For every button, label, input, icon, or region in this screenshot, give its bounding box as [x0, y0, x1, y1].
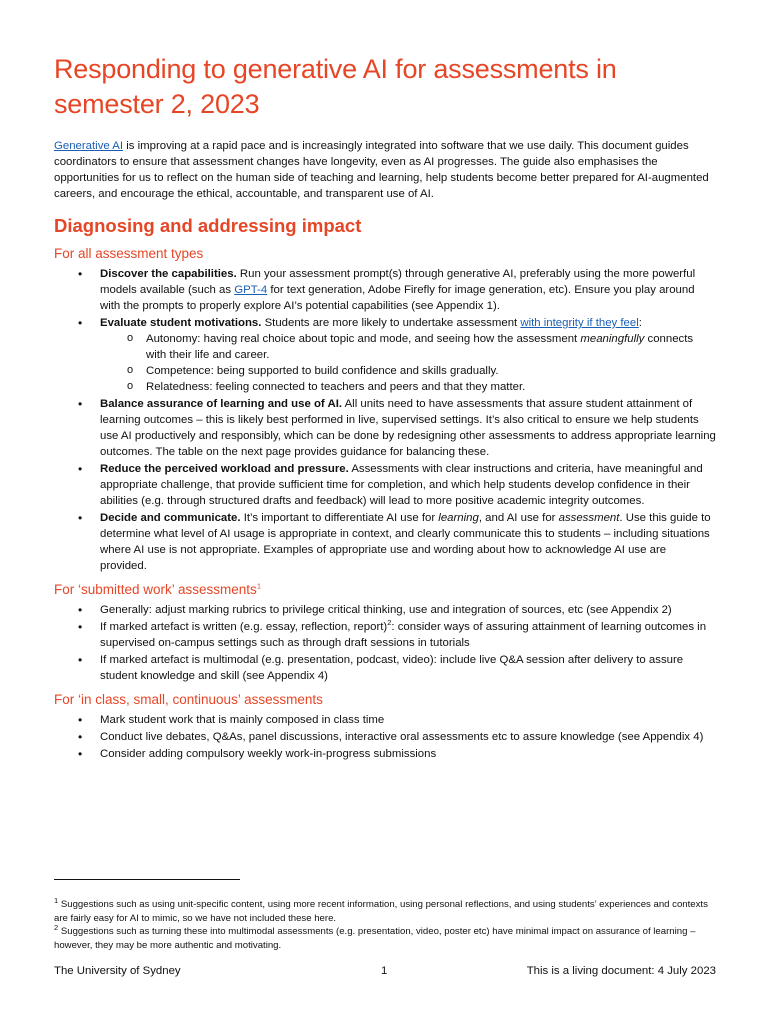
list-item-decide: [100, 510, 716, 574]
subheading-all-types: For all assessment types: [54, 246, 204, 261]
item-bold: Balance assurance of learning and use of AI.: [100, 398, 343, 410]
item-text: . Use this guide to determine what level of AI usage is appropriate in context, and clearly communicate this to students – including situations where AI use is not appropriate. Examples of appropriate use and wording about how to acknowledge AI use are provided.: [100, 512, 711, 572]
item-emphasis: assessment: [558, 512, 620, 524]
item-text: It’s important to differentiate AI use for: [240, 512, 439, 524]
sublist-item-relatedness: o Relatedness: feeling connected to teachers and peers and that they matter.: [146, 379, 716, 395]
footer-institution: The University of Sydney: [54, 965, 181, 977]
list-item: • Conduct live debates, Q&As, panel discussions, interactive oral assessments etc to assure knowledge (see Appendix 4): [100, 729, 716, 745]
section-heading: Diagnosing and addressing impact: [54, 215, 362, 236]
footer-date: This is a living document: 4 July 2023: [526, 965, 716, 977]
list-item: • Consider adding compulsory weekly work-in-progress submissions: [100, 746, 716, 762]
in-class-list: [54, 712, 716, 762]
list-item: [100, 619, 716, 651]
item-emphasis: meaningfully: [580, 333, 645, 345]
footnote-text: Suggestions such as using unit-specific content, using more recent information, using personal reflections, and using students’ experiences and contexts are fairly easy for AI to mimic, so we have not included these here.: [54, 899, 708, 924]
document-body: [54, 52, 716, 763]
sublist-item-competence: o Competence: being supported to build confidence and skills gradually.: [146, 363, 716, 379]
item-text: Assessments with clear instructions and criteria, have meaningful and appropriate challenge, that provide sufficient time for completion, and which help students develop confidence in their abilities (e.g. through structured drafts and feedback) will lead to more positive academic integrity outcomes.: [100, 463, 703, 507]
submitted-work-list: [54, 602, 716, 684]
footnote-text: Suggestions such as turning these into multimodal assessments (e.g. presentation, video, poster etc) have minimal impact on assurance of learning – however, they may be more authentic and motivating.: [54, 926, 696, 951]
item-text: : consider ways of assuring attainment of learning outcomes in supervised on-campus settings such as through draft sessions in tutorials: [100, 621, 707, 649]
footnote-ref[interactable]: 1: [256, 581, 261, 591]
list-item-balance: [100, 396, 716, 460]
list-item-discover: [100, 266, 716, 314]
intro-text: is improving at a rapid pace and is increasingly integrated into software that we use daily. This document guides coordinators to ensure that assessment changes have longevity, even as AI progresses. The guide also emphasises the opportunities for us to reflect on the human side of teaching and learning, help students become better prepared for AI-augmented careers, and encourage the ethical, accountable, and transparent use of AI.: [54, 140, 709, 200]
item-text: Run your assessment prompt(s) through generative AI, preferably using the more powerful models available (such as: [100, 268, 696, 296]
list-item: • Generally: adjust marking rubrics to privilege critical thinking, use and integration of sources, etc (see Appendix 2): [100, 602, 716, 618]
item-text: for text generation, Adobe Firefly for image generation, etc). Ensure you play around with the prompts to properly explore AI’s potential capabilities (see Appendix 1).: [100, 284, 695, 312]
motivations-sublist: [100, 331, 716, 395]
item-emphasis: learning: [438, 512, 479, 524]
gpt4-link[interactable]: GPT-4: [234, 284, 268, 296]
page-title: Responding to generative AI for assessments in semester 2, 2023: [54, 54, 617, 119]
integrity-link[interactable]: with integrity if they feel: [520, 317, 639, 329]
sublist-item-autonomy: [146, 331, 716, 363]
footnotes: [54, 895, 716, 952]
list-item: • If marked artefact is multimodal (e.g. presentation, podcast, video): include live Q&A session after delivery to assure student knowledge and skill (see Appendix 4): [100, 652, 716, 684]
item-text: Autonomy: having real choice about topic and mode, and seeing how the assessment: [146, 333, 581, 345]
item-text: All units need to have assessments that assure student attainment of learning outcomes – this is likely best performed in live, supervised settings. It’s also critical to ensure we help students use AI productively and responsibly, which can be done by redesigning other assessments to address appropriate learning outcomes. The table on the next page provides guidance for balancing these.: [100, 398, 716, 458]
item-text: Students are more likely to undertake assessment: [261, 317, 521, 329]
footnote-ref[interactable]: 2: [387, 618, 392, 628]
item-bold: Reduce the perceived workload and pressure.: [100, 463, 349, 475]
list-item-workload: [100, 461, 716, 509]
footnote-divider: [54, 879, 240, 880]
subheading-submitted-work: [54, 581, 716, 599]
footnote-number: 2: [54, 922, 59, 932]
list-item: • Mark student work that is mainly composed in class time: [100, 712, 716, 728]
list-item-motivations: [100, 315, 716, 395]
page-number: 1: [381, 965, 388, 977]
item-bold: Decide and communicate.: [100, 512, 241, 524]
generative-ai-link[interactable]: Generative AI: [54, 140, 124, 152]
all-types-list: [54, 266, 716, 574]
item-text: :: [638, 317, 642, 329]
footnote-2: [54, 922, 716, 952]
footnote-number: 1: [54, 895, 59, 905]
footnote-1: [54, 895, 716, 925]
item-bold: Discover the capabilities.: [100, 268, 237, 280]
item-text: If marked artefact is written (e.g. essay, reflection, report): [100, 621, 388, 633]
subheading-text: For ‘submitted work’ assessments: [54, 582, 257, 597]
intro-paragraph: [54, 138, 716, 202]
item-text: , and AI use for: [478, 512, 559, 524]
item-text: connects with their life and career.: [146, 333, 694, 361]
item-bold: Evaluate student motivations.: [100, 317, 262, 329]
subheading-in-class: For ‘in class, small, continuous’ assessments: [54, 692, 323, 707]
